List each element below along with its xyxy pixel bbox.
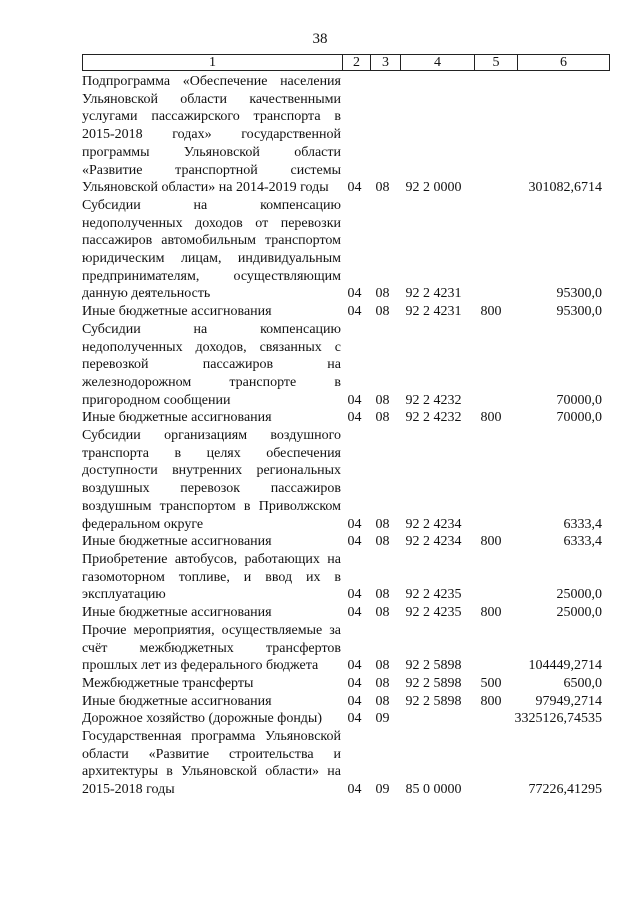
table-row <box>82 710 610 728</box>
row-section: 04 <box>347 658 362 674</box>
header-col-4: 4 <box>401 55 475 70</box>
page-number: 38 <box>312 31 328 47</box>
row-expense-type <box>470 657 512 675</box>
row-target-article: 92 2 4231 <box>405 286 462 302</box>
row-target-article: 92 2 0000 <box>405 180 462 196</box>
row-target-article: 92 2 4234 <box>405 516 462 532</box>
row-amount: 6333,4 <box>563 516 602 532</box>
row-section: 04 <box>347 605 362 621</box>
row-target-article: 92 2 4235 <box>405 587 462 603</box>
row-section: 04 <box>347 711 362 727</box>
row-name: Приобретение автобусов, работающих на газомоторном топливе, и ввод их в эксплуатацию <box>82 551 341 603</box>
row-target-article: 92 2 5898 <box>405 675 462 691</box>
table-row <box>82 604 610 622</box>
row-target-article: 92 2 4231 <box>405 304 462 320</box>
table-row <box>82 675 610 693</box>
row-subsection: 08 <box>375 587 390 603</box>
row-expense-type <box>470 392 512 410</box>
row-expense-type: 800 <box>480 534 502 550</box>
row-expense-type <box>470 516 512 534</box>
row-name: Иные бюджетные ассигнования <box>82 304 272 320</box>
row-expense-type <box>470 781 512 799</box>
row-section: 04 <box>347 180 362 196</box>
row-target-article: 92 2 4232 <box>405 392 462 408</box>
row-name: Межбюджетные трансферты <box>82 675 254 691</box>
row-expense-type: 800 <box>480 605 502 621</box>
row-amount: 70000,0 <box>556 392 602 408</box>
row-expense-type <box>470 710 512 728</box>
table-row <box>82 303 610 321</box>
row-amount: 3325126,74535 <box>514 711 602 727</box>
row-subsection: 08 <box>375 693 390 709</box>
row-subsection: 08 <box>375 304 390 320</box>
row-name: Субсидии организациям воздушного транспорта в целях обеспечения доступности внутренних региональных воздушных перевозок пассажиров воздушным транспортом в Приволжском федеральном округе <box>82 428 341 532</box>
header-col-6: 6 <box>560 55 567 70</box>
table-row <box>82 551 610 604</box>
table-row <box>82 409 610 427</box>
row-subsection: 08 <box>375 605 390 621</box>
row-subsection: 08 <box>375 675 390 691</box>
row-subsection: 08 <box>375 658 390 674</box>
row-amount: 6500,0 <box>563 675 602 691</box>
row-section: 04 <box>347 304 362 320</box>
table-row <box>82 533 610 551</box>
row-name: Прочие мероприятия, осуществляемые за счёт межбюджетных трансфертов прошлых лет из федерального бюджета <box>82 622 341 674</box>
row-target-article: 92 2 5898 <box>405 658 462 674</box>
row-amount: 104449,2714 <box>528 658 602 674</box>
row-amount: 6333,4 <box>563 534 602 550</box>
row-expense-type <box>470 285 512 303</box>
row-name: Иные бюджетные ассигнования <box>82 534 272 550</box>
row-name: Субсидии на компенсацию недополученных доходов, связанных с перевозкой пассажиров на железнодорожном транспорте в пригородном сообщении <box>82 321 341 408</box>
row-section: 04 <box>347 516 362 532</box>
row-section: 04 <box>347 534 362 550</box>
table-row <box>82 693 610 711</box>
row-expense-type <box>470 179 512 197</box>
row-name: Иные бюджетные ассигнования <box>82 693 272 709</box>
row-name: Государственная программа Ульяновской области «Развитие строительства и архитектуры в Ульяновской области» на 2015-2018 годы <box>82 729 341 798</box>
row-amount: 70000,0 <box>556 410 602 426</box>
row-subsection: 09 <box>375 782 390 798</box>
row-amount: 97949,2714 <box>535 693 602 709</box>
row-name: Иные бюджетные ассигнования <box>82 410 272 426</box>
row-subsection: 08 <box>375 516 390 532</box>
row-target-article: 92 2 4235 <box>405 605 462 621</box>
row-subsection: 08 <box>375 392 390 408</box>
row-section: 04 <box>347 675 362 691</box>
row-amount: 95300,0 <box>556 286 602 302</box>
table-row <box>82 197 610 303</box>
row-name: Дорожное хозяйство (дорожные фонды) <box>82 711 323 727</box>
table-row <box>82 73 610 197</box>
header-col-5: 5 <box>475 55 518 70</box>
row-amount: 301082,6714 <box>528 180 602 196</box>
table-row <box>82 622 610 675</box>
row-name: Подпрограмма «Обеспечение населения Ульяновской области качественными услугами пассажирского транспорта в 2015-2018 годах» государственной программы Ульяновской области «Развитие транспортной системы Ульяновской области» на 2014-2019 годы <box>82 74 341 196</box>
row-amount: 77226,41295 <box>528 782 602 798</box>
row-name: Субсидии на компенсацию недополученных доходов от перевозки пассажиров автомобильным транспортом юридическим лицам, индивидуальным предпринимателям, осуществляющим данную деятельность <box>82 197 341 302</box>
table-row <box>82 321 610 410</box>
row-expense-type: 500 <box>480 675 502 691</box>
row-section: 04 <box>347 782 362 798</box>
header-col-2: 2 <box>343 55 371 70</box>
row-amount: 25000,0 <box>556 587 602 603</box>
header-col-3: 3 <box>371 55 401 70</box>
row-section: 04 <box>347 587 362 603</box>
row-name: Иные бюджетные ассигнования <box>82 605 272 621</box>
row-subsection: 08 <box>375 410 390 426</box>
row-subsection: 08 <box>375 534 390 550</box>
row-expense-type: 800 <box>480 693 502 709</box>
row-section: 04 <box>347 392 362 408</box>
row-target-article: 92 2 4232 <box>405 410 462 426</box>
row-target-article: 92 2 4234 <box>405 534 462 550</box>
row-expense-type <box>470 586 512 604</box>
row-section: 04 <box>347 410 362 426</box>
table-header <box>82 54 610 71</box>
row-target-article: 92 2 5898 <box>405 693 462 709</box>
header-col-1: 1 <box>83 55 343 70</box>
row-subsection: 08 <box>375 180 390 196</box>
table-body <box>82 73 610 799</box>
row-subsection: 09 <box>375 711 390 727</box>
table-row <box>82 728 610 799</box>
table-row <box>82 427 610 533</box>
row-subsection: 08 <box>375 286 390 302</box>
row-target-article <box>397 710 470 728</box>
row-section: 04 <box>347 693 362 709</box>
row-target-article: 85 0 0000 <box>405 782 462 798</box>
row-expense-type: 800 <box>480 304 502 320</box>
row-expense-type: 800 <box>480 410 502 426</box>
row-amount: 25000,0 <box>556 605 602 621</box>
row-amount: 95300,0 <box>556 304 602 320</box>
row-section: 04 <box>347 286 362 302</box>
